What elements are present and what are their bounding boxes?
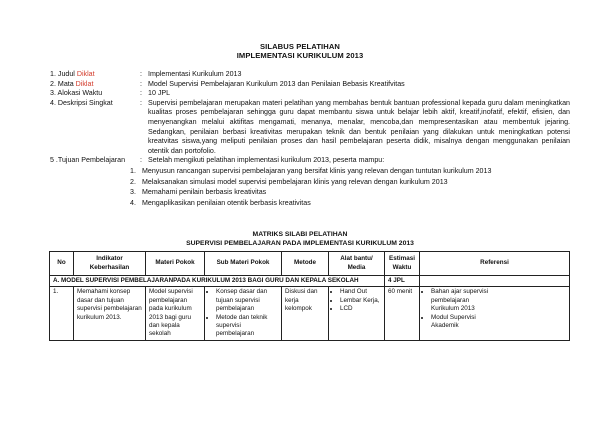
column-header: Metode <box>282 252 329 276</box>
referensi-list <box>423 288 489 330</box>
document-title: SILABUS PELATIHAN <box>259 42 341 51</box>
list-item: • Modul Supervisi Akademik <box>431 314 489 331</box>
cell-media <box>329 287 385 340</box>
cell-no: 1. <box>50 287 74 340</box>
column-header: Alat bantu/ Media <box>329 252 385 276</box>
list-item: • Konsep dasar dan tujuan supervisi pembelajaran <box>216 288 278 313</box>
sub-materi-list <box>208 288 278 338</box>
cell-waktu: 60 menit <box>385 287 420 340</box>
list-item-number: 2. <box>130 177 136 186</box>
meta-row-alokasi-waktu: 3. Alokasi Waktu : 10 JPL <box>50 89 570 99</box>
section-time: 4 JPL <box>385 276 420 287</box>
meta-label <box>50 99 140 157</box>
learning-goal-row: 5 .Tujuan Pembelajaran : Setelah mengikuti pelatihan implementasi kurikulum 2013, peserta mampu: <box>50 156 570 166</box>
column-header: Indikator Keberhasilan <box>74 252 146 276</box>
list-item-number: 4. <box>130 198 136 207</box>
media-list <box>332 288 381 313</box>
meta-label-text: Mata <box>57 79 74 88</box>
list-item: • Lembar Kerja, <box>340 297 381 305</box>
column-header: Materi Pokok <box>146 252 205 276</box>
table-header-row <box>50 252 570 276</box>
syllabus-matrix-table <box>49 251 570 341</box>
list-item-text: Memahami penilain berbasis kreativitas <box>142 188 267 197</box>
meta-label <box>50 80 140 90</box>
list-item: • LCD <box>340 305 381 313</box>
meta-label <box>50 70 140 80</box>
meta-value: Implementasi Kurikulum 2013 <box>148 70 242 78</box>
cell-indikator: Memahami konsep dasar dan tujuan supervisi pembelajaran kurikulum 2013. <box>74 287 146 340</box>
list-item <box>130 178 510 188</box>
document-subtitle: IMPLEMENTASI KURIKULUM 2013 <box>236 51 364 60</box>
list-item-number: 1. <box>130 167 136 175</box>
meta-label-highlight: Diklat <box>76 70 95 78</box>
cell-sub-materi <box>205 287 282 340</box>
list-item <box>130 188 510 198</box>
syllabus-meta <box>50 70 570 156</box>
list-item: • Metode dan teknik supervisi pembelajaran <box>216 314 278 339</box>
meta-row-judul: 1. Judul Diklat : Implementasi Kurikulum 2013 <box>50 70 570 80</box>
meta-value: Supervisi pembelajaran merupakan materi pelatihan yang membahas bentuk bantuan professional kepada guru dalam meningkatkan kualitas proses pembelajaran sehingga guru dapat membantu siswa untuk belajar lebih aktif, kreatif,inofatif, efektif, efisien, dan menyenangkan melalui aktifitas mengamati, menanya, menalar, mencoba,dan mempresentasikan atau membentuk jejaring. Sedangkan, penilaian berbasi kreativitas merupakan teknik dan bentuk penilaian yang dilakukan untuk meningkatkan potensi kreatvitas siswa,yang meliputi penilaian proses dan hasil pembelajaran peserta didik, misalnya dengan menggunakan penilaian otentik dan portofolio. <box>148 98 570 155</box>
meta-label-text: Alokasi Waktu <box>57 89 103 98</box>
table-row <box>50 287 570 340</box>
cell-materi-pokok: Model supervisi pembelajaran pada kurikulum 2013 bagi guru dan kepala sekolah <box>146 287 205 340</box>
meta-label-text: Deskripsi Singkat <box>57 98 113 107</box>
goal-intro: Setelah mengikuti pelatihan implementasi kurikulum 2013, peserta mampu: <box>148 156 385 164</box>
meta-label <box>50 89 140 99</box>
table-section-row <box>50 276 570 287</box>
list-item: • Hand Out <box>340 288 381 296</box>
meta-label-highlight: Diklat <box>75 79 94 88</box>
meta-label-text: Judul <box>57 70 75 78</box>
column-header: No <box>50 252 74 276</box>
meta-label-num: 4. <box>50 98 56 107</box>
list-item-text: Menyusun rancangan supervisi pembelajaran yang bersifat klinis yang relevan dengan tuntutan kurikulum 2013 <box>142 167 492 175</box>
meta-label-num: 3. <box>50 89 56 98</box>
goal-label: 5 .Tujuan Pembelajaran <box>50 156 126 164</box>
cell-referensi <box>420 287 570 340</box>
meta-label-num: 2. <box>50 79 56 88</box>
section-label: A. MODEL SUPERVISI PEMBELAJARANPADA KURIKULUM 2013 BAGI GURU DAN KEPALA SEKOLAH <box>50 276 385 287</box>
meta-label-num: 1. <box>50 70 56 78</box>
goal-list <box>130 167 510 209</box>
list-item <box>130 167 510 177</box>
meta-value: Model Supervisi Pembelajaran Kurikulum 2013 dan Penilaian Bebasis Kreatifvitas <box>148 79 405 88</box>
column-header: Sub Materi Pokok <box>205 252 282 276</box>
list-item-text: Mengaplikasikan penilaian otentik berbasis kreativitas <box>142 198 311 207</box>
column-header: Referensi <box>420 252 570 276</box>
matrix-title: MATRIKS SILABI PELATIHAN <box>252 231 348 238</box>
list-item: • Bahan ajar supervisi pembelajaran Kurikulum 2013 <box>431 288 489 313</box>
cell-metode: Diskusi dan kerja kelompok <box>282 287 329 340</box>
meta-row-deskripsi: 4. Deskripsi Singkat : Supervisi pembelajaran merupakan materi pelatihan yang membahas bentuk bantuan professional kepada guru dalam meningkatkan kualitas proses pembelajaran sehingga guru dapat membantu siswa untuk belajar lebih aktif, kreatif,inofatif, efektif, efisien, dan menyenangkan melalui aktifitas mengamati, menanya, menalar, mencoba,dan mempresentasikan atau membentuk jejaring. Sedangkan, penilaian berbasi kreativitas merupakan teknik dan bentuk penilaian yang dilakukan untuk meningkatkan potensi kreatvitas siswa,yang meliputi penilaian proses dan hasil pembelajaran peserta didik, misalnya dengan menggunakan penilaian otentik dan portofolio. <box>50 98 570 155</box>
list-item-number: 3. <box>130 188 136 197</box>
list-item-text: Melaksanakan simulasi model supervisi pembelajaran klinis yang relevan dengan kurikulum 2013 <box>142 177 448 186</box>
list-item <box>130 199 510 209</box>
meta-row-mata-diklat: 2. Mata Diklat : Model Supervisi Pembelajaran Kurikulum 2013 dan Penilaian Bebasis Kreatifvitas <box>50 80 570 90</box>
meta-value: 10 JPL <box>148 89 171 98</box>
column-header: Estimasi Waktu <box>385 252 420 276</box>
matrix-subtitle: SUPERVISI PEMBELAJARAN PADA IMPLEMENTASI KURIKULUM 2013 <box>186 240 414 247</box>
